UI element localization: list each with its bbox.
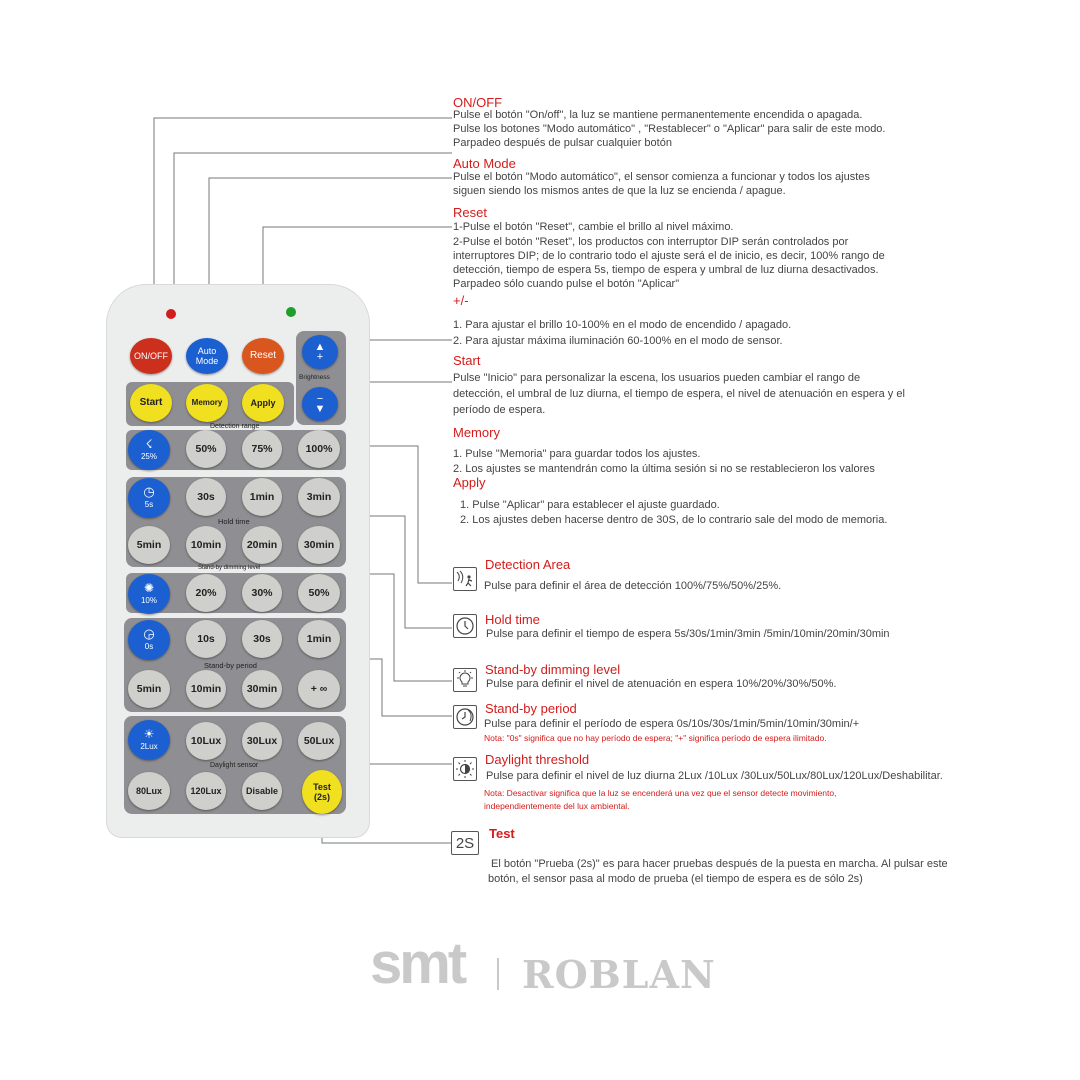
dl-10-label: 10Lux <box>190 735 222 747</box>
start-label: Start <box>139 397 163 408</box>
standby-clock-icon <box>454 706 476 728</box>
test-heading: Test <box>489 826 515 841</box>
hold-30min-button[interactable] <box>298 526 340 564</box>
period-label: Stand-by period <box>204 661 257 670</box>
plusminus-line-1: 1. Para ajustar el brillo 10-100% en el modo de encendido / apagado. <box>453 319 792 331</box>
sp-1min-label: 1min <box>306 633 332 645</box>
det-default-label: 25% <box>140 451 157 461</box>
det-50-label: 50% <box>195 443 217 455</box>
smt-logo: smt <box>370 931 465 996</box>
dimming-50-button[interactable] <box>298 574 340 612</box>
standby-clock-icon: ◶ <box>143 626 155 641</box>
det-100-label: 100% <box>305 443 333 455</box>
hold-5min-button[interactable] <box>128 526 170 564</box>
bulb-icon: ✺ <box>143 580 155 595</box>
hold-default-label: 5s <box>144 500 154 509</box>
led-green <box>286 307 296 317</box>
hold-30min-label: 30min <box>303 539 335 551</box>
daylight-line-1: Pulse para definir el nivel de luz diurna 2Lux /10Lux /30Lux/50Lux/80Lux/120Lux/Deshabilitar. <box>486 770 943 782</box>
onoff-line-2: Pulse los botones "Modo automático" , "Restablecer" o "Aplicar" para salir de este modo. <box>453 123 886 135</box>
hold-3min-label: 3min <box>306 491 332 503</box>
start-heading: Start <box>453 353 481 368</box>
standby-period-box <box>453 705 477 729</box>
period-10min-button[interactable] <box>186 670 226 708</box>
sp-5min-label: 5min <box>136 683 162 695</box>
detection-label: Detection range <box>210 423 260 430</box>
reset-line-1: 1-Pulse el botón "Reset", cambie el brillo al nivel máximo. <box>453 221 734 233</box>
test-line-2: botón, el sensor pasa al modo de prueba (el tiempo de espera es de sólo 2s) <box>488 873 863 885</box>
clock-icon: ◷ <box>143 484 155 499</box>
hold-heading: Hold time <box>485 612 540 627</box>
dl-disable-label: Disable <box>245 786 278 796</box>
detection-100-button[interactable] <box>298 430 340 468</box>
reset-line-5: Parpadeo sólo cuando pulse el botón "Aplicar" <box>453 278 680 290</box>
daylight-30-button[interactable] <box>242 722 282 760</box>
period-30min-button[interactable] <box>242 670 282 708</box>
dimming-heading: Stand-by dimming level <box>485 662 621 677</box>
sp-default-label: 0s <box>144 642 154 651</box>
minus-label: − <box>316 393 324 405</box>
dim-20-label: 20% <box>195 587 217 599</box>
daylight-120-button[interactable] <box>186 772 226 810</box>
apply-label: Apply <box>250 398 276 408</box>
onoff-heading: ON/OFF <box>453 95 503 110</box>
det-75-label: 75% <box>251 443 273 455</box>
sp-10s-label: 10s <box>197 633 215 645</box>
onoff-line-1: Pulse el botón "On/off", la luz se mantiene permanentemente encendida o apagada. <box>453 109 863 121</box>
daylight-label: Daylight sensor <box>210 762 259 769</box>
period-note: Nota: "0s" significa que no hay período de espera; "+" significa período de espera ilimitado. <box>484 733 827 743</box>
auto-heading: Auto Mode <box>453 156 516 171</box>
start-line-3: período de espera. <box>453 404 546 416</box>
hold-30s-button[interactable] <box>186 478 226 516</box>
detection-heading: Detection Area <box>485 557 571 572</box>
hold-20min-label: 20min <box>246 539 278 551</box>
hold-10min-button[interactable] <box>186 526 226 564</box>
hold-line-1: Pulse para definir el tiempo de espera 5s/30s/1min/3min /5min/10min/20min/30min <box>486 628 890 640</box>
reset-button[interactable] <box>242 338 284 374</box>
reset-line-4: detección, tiempo de espera 5s, tiempo de espera y umbral de luz diurna desactivados. <box>453 264 879 276</box>
daylight-note-2: independientemente del lux ambiental. <box>484 801 630 811</box>
period-5min-button[interactable] <box>128 670 170 708</box>
roblan-logo: ROBLAN <box>522 952 716 997</box>
dimming-30-button[interactable] <box>242 574 282 612</box>
dl-120-label: 120Lux <box>190 786 222 796</box>
memory-heading: Memory <box>453 425 500 440</box>
hold-10min-label: 10min <box>190 539 222 551</box>
auto-label-2: Mode <box>195 356 219 366</box>
detection-75-button[interactable] <box>242 430 282 468</box>
daylight-50-button[interactable] <box>298 722 340 760</box>
brightness-minus-button[interactable] <box>302 387 338 421</box>
test-icon-text: 2S <box>455 834 475 852</box>
sun-icon: ☀ <box>143 726 155 741</box>
triangle-up-icon: ▲ <box>314 341 326 353</box>
apply-line-1: 1. Pulse "Aplicar" para establecer el ajuste guardado. <box>460 499 720 511</box>
period-infinite-button[interactable] <box>298 670 340 708</box>
apply-line-2: 2. Los ajustes deben hacerse dentro de 30S, de lo contrario sale del modo de memoria. <box>460 514 888 526</box>
daylight-disable-button[interactable] <box>242 772 282 810</box>
dimming-default-button[interactable] <box>128 574 170 614</box>
memory-line-2: 2. Los ajustes se mantendrán como la última sesión si no se restablecieron los valores <box>453 463 875 475</box>
period-1min-button[interactable] <box>298 620 340 658</box>
detection-default-button[interactable] <box>128 430 170 470</box>
plusminus-line-2: 2. Para ajustar máxima iluminación 60-100% en el modo de sensor. <box>453 335 783 347</box>
dimming-line-1: Pulse para definir el nivel de atenuación en espera 10%/20%/30%/50%. <box>486 678 837 690</box>
daylight-heading: Daylight threshold <box>485 752 590 767</box>
test-label-1: Test <box>313 782 331 792</box>
period-line-1: Pulse para definir el período de espera 0s/10s/30s/1min/5min/10min/30min/+ <box>484 718 860 730</box>
dimming-20-button[interactable] <box>186 574 226 612</box>
daylight-10-button[interactable] <box>186 722 226 760</box>
hold-5min-label: 5min <box>136 539 162 551</box>
period-default-button[interactable] <box>128 620 170 660</box>
memory-line-1: 1. Pulse "Memoria" para guardar todos los ajustes. <box>453 448 701 460</box>
memory-button[interactable] <box>186 384 228 422</box>
reset-label: Reset <box>249 350 277 361</box>
daylight-box <box>453 757 477 781</box>
daylight-note-1: Nota: Desactivar significa que la luz se encenderá una vez que el sensor detecte movimiento, <box>484 788 837 798</box>
auto-line-1: Pulse el botón "Modo automático", el sensor comienza a funcionar y todos los ajustes <box>453 171 870 183</box>
plusminus-heading: +/- <box>453 293 469 308</box>
daylight-80-button[interactable] <box>128 772 170 810</box>
daylight-default-button[interactable] <box>128 720 170 760</box>
hold-20min-button[interactable] <box>242 526 282 564</box>
onoff-button[interactable] <box>130 338 172 374</box>
brightness-plus-button[interactable] <box>302 335 338 369</box>
hold-default-button[interactable] <box>128 478 170 518</box>
sun-icon <box>454 758 476 780</box>
sp-10min-label: 10min <box>190 683 222 695</box>
hold-label: Hold time <box>218 517 250 526</box>
start-button[interactable] <box>130 384 172 422</box>
motion-sensor-icon: ☇ <box>145 436 153 451</box>
start-line-1: Pulse "Inicio" para personalizar la escena, los usuarios pueden cambiar el rango de <box>453 372 861 384</box>
bulb-icon <box>454 669 476 691</box>
apply-button[interactable] <box>242 384 284 422</box>
detection-area-box <box>453 567 477 591</box>
start-line-2: detección, el umbral de luz diurna, el tiempo de espera, el nivel de atenuación en espera y el <box>453 388 905 400</box>
brightness-label: Brightness <box>299 374 330 381</box>
memory-label: Memory <box>191 398 223 407</box>
dim-50-label: 50% <box>308 587 330 599</box>
sp-30s-label: 30s <box>253 633 271 645</box>
motion-sensor-icon <box>454 568 476 590</box>
dl-default-label: 2Lux <box>140 741 158 751</box>
dl-80-label: 80Lux <box>135 786 162 796</box>
dimming-label: Stand-by dimming level <box>198 565 261 571</box>
onoff-line-3: Parpadeo después de pulsar cualquier botón <box>453 137 672 149</box>
period-10s-button[interactable] <box>186 620 226 658</box>
detection-50-button[interactable] <box>186 430 226 468</box>
dimming-box <box>453 668 477 692</box>
dim-default-label: 10% <box>140 595 157 605</box>
hold-3min-button[interactable] <box>298 478 340 516</box>
logo-separator <box>497 958 499 990</box>
hold-1min-label: 1min <box>249 491 275 503</box>
auto-label-1: Auto <box>197 346 217 356</box>
detection-line-1: Pulse para definir el área de detección 100%/75%/50%/25%. <box>484 580 782 592</box>
test-label-2: (2s) <box>313 792 330 802</box>
led-red <box>166 309 176 319</box>
test-2s-icon <box>451 831 479 855</box>
hold-time-box <box>453 614 477 638</box>
sp-30min-label: 30min <box>246 683 278 695</box>
hold-30s-label: 30s <box>197 491 215 503</box>
apply-heading: Apply <box>453 475 486 490</box>
dl-50-label: 50Lux <box>303 735 335 747</box>
sp-inf-label: + ∞ <box>310 683 328 695</box>
period-heading: Stand-by period <box>485 701 577 716</box>
period-30s-button[interactable] <box>242 620 282 658</box>
reset-line-2: 2-Pulse el botón "Reset", los productos con interruptor DIP serán controlados por <box>453 236 849 248</box>
reset-line-3: interruptores DIP; de lo contrario todo el ajuste será el de inicio, es decir, 100% rango de <box>453 250 885 262</box>
reset-heading: Reset <box>453 205 487 220</box>
triangle-down-icon: ▼ <box>314 403 326 415</box>
hold-1min-button[interactable] <box>242 478 282 516</box>
dim-30-label: 30% <box>251 587 273 599</box>
onoff-label: ON/OFF <box>134 351 168 361</box>
test-button[interactable] <box>302 770 342 814</box>
clock-icon <box>454 615 476 637</box>
dl-30-label: 30Lux <box>246 735 278 747</box>
auto-mode-button[interactable] <box>186 338 228 374</box>
plus-label: + <box>316 351 324 363</box>
test-line-1: El botón "Prueba (2s)" es para hacer pruebas después de la puesta en marcha. Al pulsar este <box>491 858 948 870</box>
auto-line-2: siguen siendo los mismos antes de que la luz se encienda / apague. <box>453 185 786 197</box>
